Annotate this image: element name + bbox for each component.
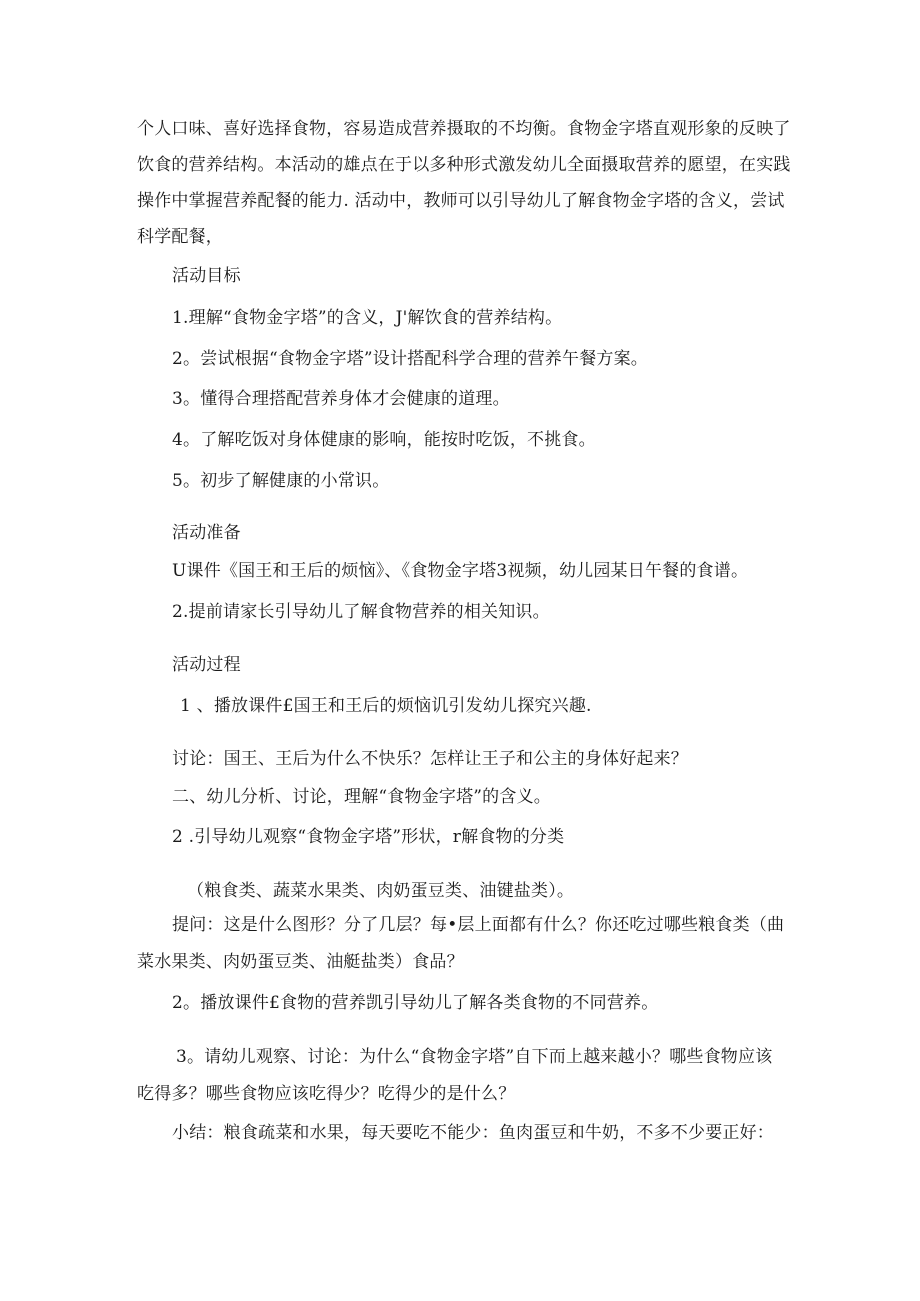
process-sub-3: 3。请幼儿观察、讨论：为什么“食物金字塔”自下而上越来越小？哪些食物应该	[176, 1047, 773, 1067]
goal-item: 5。初步了解健康的小常识。	[172, 471, 390, 491]
goals-heading: 活动目标	[172, 266, 241, 286]
prep-heading: 活动准备	[172, 523, 241, 543]
question-line: 提问：这是什么图形？分了几层？每•层上面都有什么？你还吃过哪些粮食类（曲	[172, 915, 785, 935]
intro-line: 操作中掌握营养配餐的能力. 活动中，教师可以引导幼儿了解食物金字塔的含义，尝试	[137, 191, 785, 211]
question-line: 菜水果类、肉奶蛋豆类、油艇盐类）食品？	[137, 952, 464, 972]
food-categories: （粮食类、蔬菜水果类、肉奶蛋豆类、油键盐类）。	[187, 881, 575, 901]
intro-line: 科学配餐，	[137, 227, 223, 247]
process-step-2: 二、幼儿分析、讨论，理解“食物金字塔”的含义。	[172, 787, 551, 807]
goal-item: 4。了解吃饭对身体健康的影响，能按时吃饭，不挑食。	[172, 430, 596, 450]
goal-item: 3。懂得合理搭配营养身体才会健康的道理。	[172, 389, 510, 409]
process-sub-3-cont: 吃得多？哪些食物应该吃得少？吃得少的是什么？	[137, 1084, 516, 1104]
process-heading: 活动过程	[172, 655, 241, 675]
goal-item: 1.理解“食物金字塔”的含义，J'解饮食的营养结构。	[172, 308, 563, 328]
goal-item: 2。尝试根据“食物金字塔”设计搭配科学合理的营养午餐方案。	[172, 349, 648, 369]
prep-item: 2.提前请家长引导幼儿了解食物营养的相关知识。	[172, 602, 550, 622]
process-sub-2b: 2。播放课件£食物的营养凯引导幼儿了解各类食物的不同营养。	[172, 993, 659, 1013]
prep-item: U课件《国王和王后的烦恼》、《食物金字塔3视频，幼儿园某日午餐的食谱。	[172, 561, 749, 581]
intro-line: 饮食的营养结构。本活动的雄点在于以多种形式激发幼儿全面摄取营养的愿望，在实践	[137, 155, 791, 175]
summary-text: 小结：粮食疏菜和水果，每天要吃不能少：鱼肉蛋豆和牛奶，不多不少要正好：	[172, 1123, 774, 1143]
process-sub-2: 2 .引导幼儿观察“食物金字塔”形状，r解食物的分类	[172, 827, 565, 847]
process-step-1: 1 、播放课件£国王和王后的烦恼讥引发幼儿探究兴趣.	[180, 696, 592, 716]
discussion-text: 讨论：国王、王后为什么不快乐？怎样让王子和公主的身体好起来？	[172, 749, 688, 769]
intro-line: 个人口味、喜好选择食物，容易造成营养摄取的不均衡。食物金字塔直观形象的反映了	[137, 119, 791, 139]
